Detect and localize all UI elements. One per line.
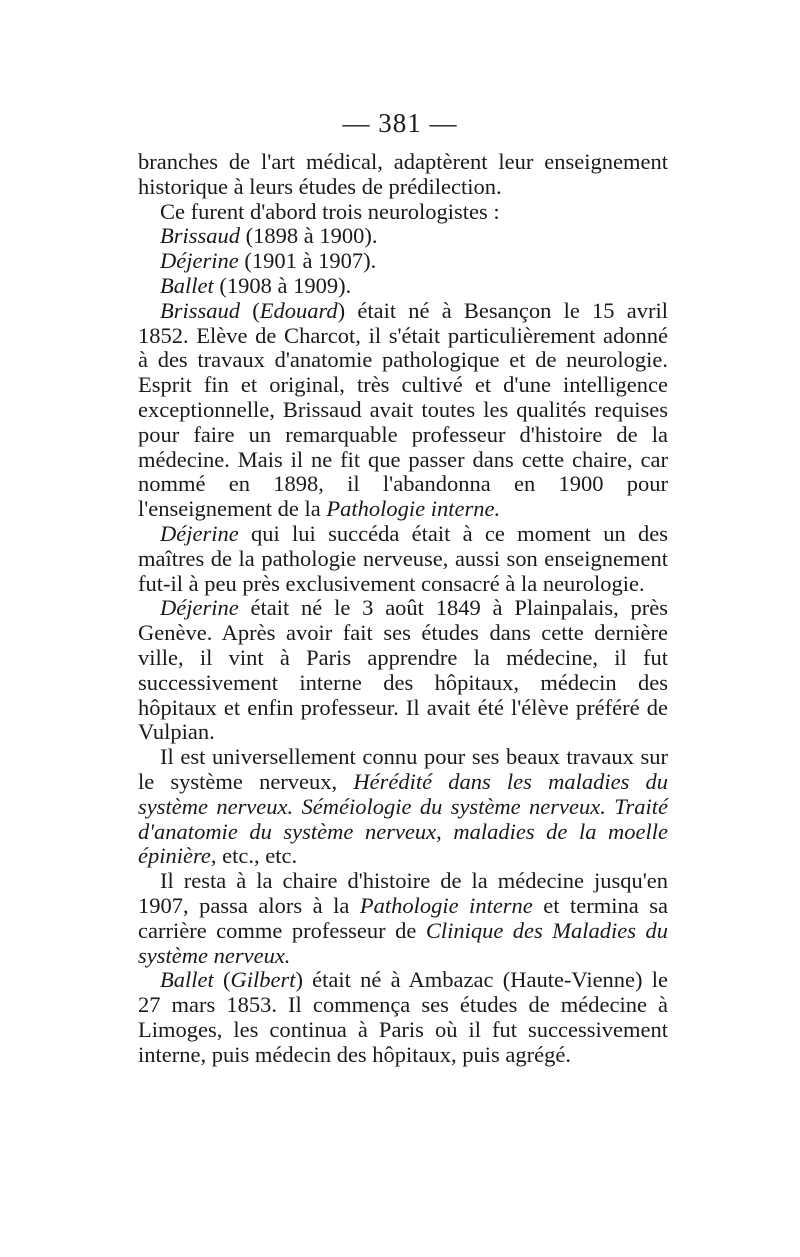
work-title: Séméiologie du système nerveux. [301,793,606,819]
work-title: maladies de la moelle épinière [138,818,668,869]
paragraph-text: Il resta à la chaire d'histoire de la médecine jusqu'en 1907, passa alors à la [138,868,668,918]
paragraph-text: Il est universellement connu pour ses beaux travaux sur le système nerveux, [138,744,668,794]
list-years: (1908 à 1909). [213,272,352,298]
work-title: Pathologie interne [359,892,533,918]
body-text [138,150,668,1067]
name-italic: Déjerine [160,520,239,546]
paragraph-dejerine-1 [138,522,668,596]
list-years: (1898 à 1900). [240,223,378,249]
list-name: Déjerine [160,248,239,274]
paragraph-text: , etc., etc. [210,843,298,869]
work-title: Hérédité dans les maladies du système nerveux. [138,768,668,819]
paragraph-text: était né à Ambazac (Haute-Vienne) le 27 mars 1853. Il commença ses études de médecine à Limoges, les continua à Paris où il fut successivement interne, puis médecin des hôpitaux, puis agrégé. [138,967,668,1067]
work-title: Pathologie interne. [326,496,501,522]
list-name: Brissaud [160,223,241,249]
name-italic: Brissaud [160,297,241,323]
list-item [138,274,668,299]
separator: , [436,818,454,844]
paragraph-text: qui lui succéda était à ce moment un des maîtres de la pathologie nerveuse, aussi son enseignement fut-il à peu près exclusivement consacré à la neurologie. [138,520,668,596]
paragraph-text: et termina sa carrière comme professeur de [138,892,668,943]
paragraph-ballet: Ballet (Gilbert) était né à Ambazac (Haute-Vienne) le 27 mars 1853. Il commença ses études de médecine à Limoges, les continua à Paris où il fut successivement interne, puis médecin des hôpitaux, puis agrégé. [138,967,668,1067]
work-title: Clinique des Maladies du système nerveux. [138,917,669,968]
neurologist-list [138,224,668,298]
list-item [138,249,668,274]
name-italic: Déjerine [160,595,239,621]
paragraph-text: était né le 3 août 1849 à Plainpalais, près Genève. Après avoir fait ses études dans cette dernière ville, il vint à Paris apprendre la médecine, il fut successivement interne des hôpitaux, médecin des hôpitaux et enfin professeur. Il avait été l'élève préféré de Vulpian. [138,595,668,745]
paragraph-works [138,745,668,869]
paragraph-text: était né à Besançon le 15 avril 1852. Elève de Charcot, il s'était particulièrement adonné à des travaux d'anatomie pathologique et de neurologie. Esprit fin et original, très cultivé et d'une intelligence exceptionnelle, Brissaud avait toutes les qualités requises pour faire un remarquable professeur d'histoire de la médecine. Mais il ne fit que passer dans cette chaire, car nommé en 1898, il l'abandonna en 1900 pour l'enseignement de la [138,297,668,522]
list-years: (1901 à 1907). [238,248,377,274]
paragraph-2: Ce furent d'abord trois neurologistes : [160,198,500,224]
paragraph-chair [138,869,668,968]
name-italic: Ballet [160,967,214,993]
list-item [138,224,668,249]
paragraph-brissaud: Brissaud (Edouard) était né à Besançon le 15 avril 1852. Elève de Charcot, il s'était particulièrement adonné à des travaux d'anatomie pathologique et de neurologie. Esprit fin et original, très cultivé et d'une intelligence exceptionnelle, Brissaud avait toutes les qualités requises pour faire un remarquable professeur d'histoire de la médecine. Mais il ne fit que passer dans cette chaire, car nommé en 1898, il l'abandonna en 1900 pour l'enseignement de la Pathologie interne. [138,297,668,522]
list-name: Ballet [160,272,214,298]
page-number: — 381 — [342,108,458,138]
first-name-italic: Gilbert [230,967,296,993]
work-title: Traité d'anatomie du système nerveux [138,793,668,844]
paragraph-dejerine-2 [138,596,668,745]
paragraph-1: branches de l'art médical, adaptèrent leur enseignement historique à leurs études de prédilection. [138,149,668,199]
first-name-italic: Edouard [259,297,338,323]
